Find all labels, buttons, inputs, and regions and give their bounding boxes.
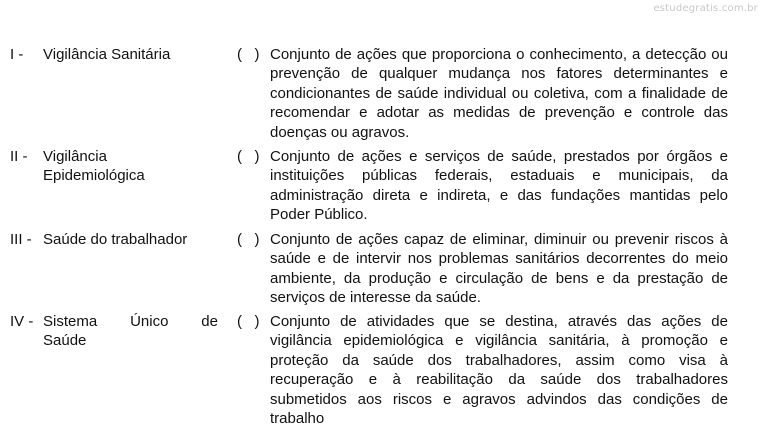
answer-blank[interactable]: ( )	[237, 231, 260, 248]
table-row	[0, 312, 766, 432]
row-number: II -	[10, 148, 28, 165]
row-term	[43, 312, 218, 350]
table-row	[0, 45, 766, 147]
row-number: IV -	[10, 313, 34, 330]
answer-blank[interactable]: ( )	[237, 313, 260, 330]
row-description: Conjunto de atividades que se destina, através das ações de vigilância epidemiológica e vigilância sanitária, à promoção e proteção da saúde dos trabalhadores, assim como visa à recuperação e à reabilitação da saúde dos trabalhadores submetidos aos riscos e agravos advindos das condições de trabalho	[270, 313, 728, 428]
table-row	[0, 230, 766, 312]
answer-blank[interactable]: ( )	[237, 148, 260, 165]
row-description: Conjunto de ações e serviços de saúde, prestados por órgãos e instituições públicas federais, estaduais e municipais, da administração direta e indireta, e das fundações mantidas pelo Poder Público.	[270, 148, 728, 224]
table-row	[0, 147, 766, 230]
row-description: Conjunto de ações capaz de eliminar, diminuir ou prevenir riscos à saúde e de intervir nos problemas sanitários decorrentes do meio ambiente, da produção e circulação de bens e da prestação de serviços de interesse da saúde.	[270, 231, 728, 307]
row-number: III -	[10, 231, 32, 248]
row-term-line: Sistema Único de	[43, 313, 218, 330]
matching-table	[0, 45, 766, 432]
row-description: Conjunto de ações que proporciona o conhecimento, a detecção ou prevenção de qualquer mudança nos fatores determinantes e condicionantes de saúde individual ou coletiva, com a finalidade de recomendar e adotar as medidas de prevenção e controle das doenças ou agravos.	[270, 46, 728, 141]
row-term-line: Saúde	[43, 332, 87, 349]
row-number: I -	[10, 46, 24, 63]
answer-blank[interactable]: ( )	[237, 46, 260, 63]
row-term: Vigilância Epidemiológica	[43, 148, 145, 184]
watermark: estudegratis.com.br	[653, 3, 758, 14]
row-term: Vigilância Sanitária	[43, 46, 171, 63]
row-term: Saúde do trabalhador	[43, 231, 188, 248]
